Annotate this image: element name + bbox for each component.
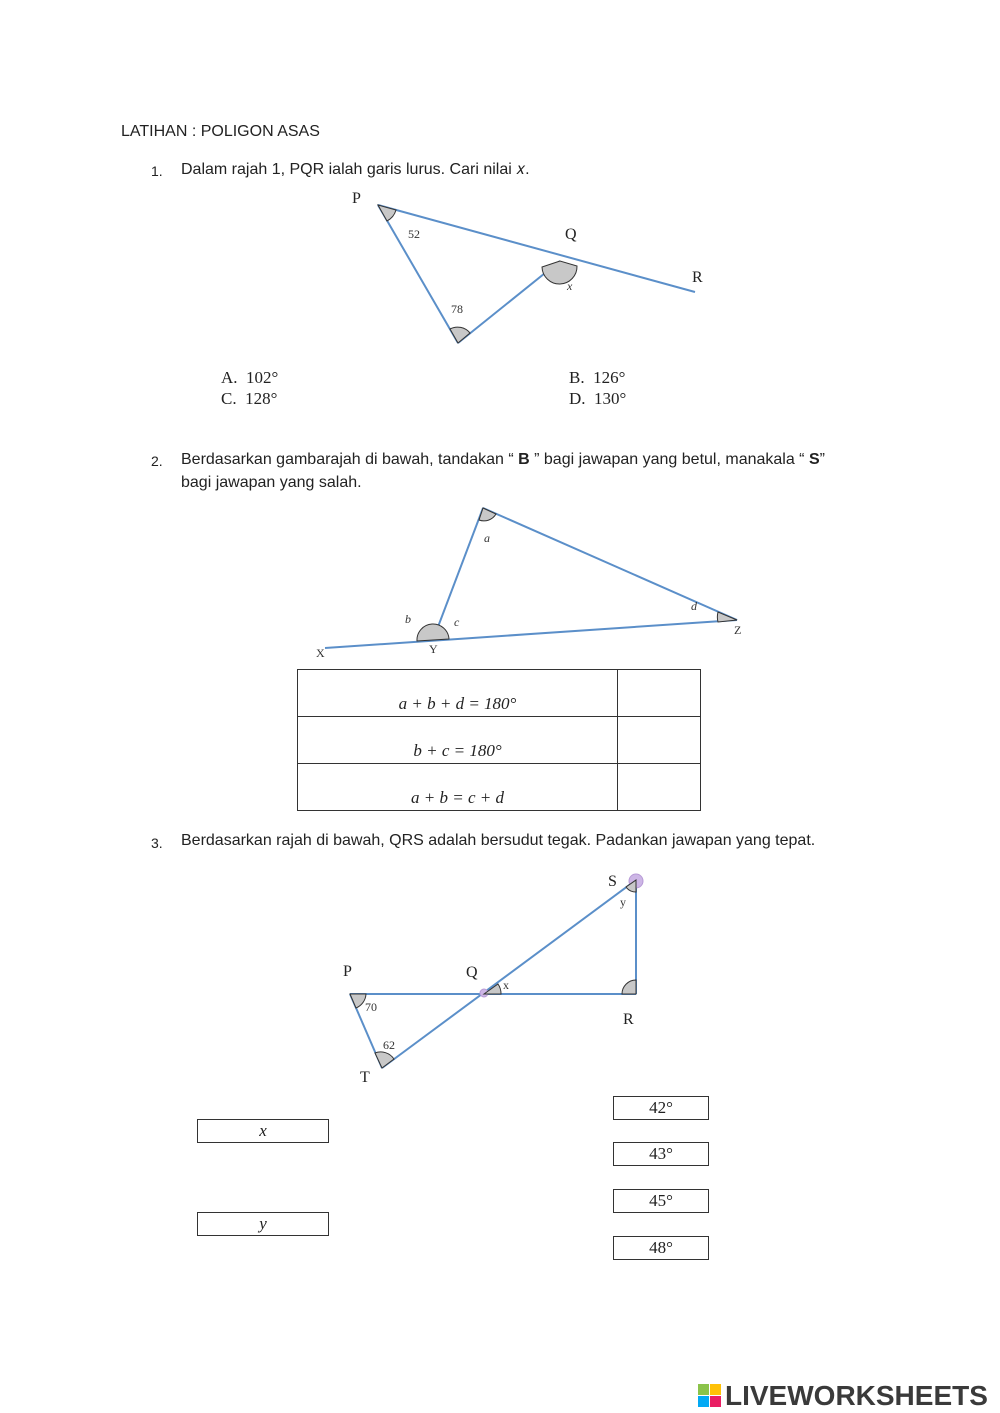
q3-angle-x: x	[503, 978, 509, 992]
option-value: 128°	[245, 389, 278, 408]
q3-arc-r	[622, 980, 636, 994]
q2-true-false-table	[297, 669, 701, 811]
q2-b-letter: B	[518, 451, 530, 468]
q2-arc-y	[417, 624, 449, 641]
q2-s-letter: S	[808, 451, 820, 468]
option-value: 130°	[594, 389, 627, 408]
q2-label-b: b	[405, 612, 411, 626]
q2-text-middle: ” bagi jawapan yang betul, manakala “	[529, 451, 809, 468]
option-letter: C.	[221, 389, 237, 408]
worksheet-title: LATIHAN : POLIGON ASAS	[121, 123, 320, 140]
q1-label-q: Q	[565, 226, 577, 243]
statement-text: b + c = 180°	[413, 741, 502, 760]
line-xyz	[325, 620, 737, 648]
q3-diagram	[330, 860, 670, 1090]
q1-option-c[interactable]	[221, 389, 277, 409]
q1-label-p: P	[352, 190, 361, 207]
q1-angle-p: 52	[408, 227, 420, 241]
q2-text	[181, 450, 825, 470]
q3-label-q: Q	[466, 964, 478, 981]
q3-answer-45[interactable]: 45°	[613, 1189, 709, 1213]
q1-option-d[interactable]	[569, 389, 626, 409]
q1-label-r: R	[692, 269, 703, 286]
q1-diagram	[340, 185, 720, 355]
q1-arc-vertex	[450, 327, 470, 343]
q1-angle-vertex: 78	[451, 302, 463, 316]
logo-icon	[697, 1383, 723, 1409]
q2-answer-2[interactable]	[618, 717, 701, 764]
q3-match-y[interactable]: y	[197, 1212, 329, 1236]
q2-label-c: c	[454, 615, 460, 629]
option-value: 102°	[246, 368, 279, 387]
q2-label-x: X	[316, 646, 325, 660]
option-value: 126°	[593, 368, 626, 387]
q2-statement-2	[298, 717, 618, 764]
q3-answer-42[interactable]: 42°	[613, 1096, 709, 1120]
option-letter: B.	[569, 368, 585, 387]
q3-label-p: P	[343, 963, 352, 980]
q3-angle-t: 62	[383, 1038, 395, 1052]
statement-text: a + b = c + d	[411, 788, 504, 807]
q3-match-x[interactable]: x	[197, 1119, 329, 1143]
q3-answer-48[interactable]: 48°	[613, 1236, 709, 1260]
line-top-z	[483, 508, 737, 620]
q1-arc-p	[378, 205, 396, 221]
q2-text-before: Berdasarkan gambarajah di bawah, tandakan “	[181, 451, 519, 468]
q2-label-a: a	[484, 531, 490, 545]
q1-text: Dalam rajah 1, PQR ialah garis lurus. Cari nilai 𝑥.	[181, 161, 530, 178]
q2-label-y: Y	[429, 642, 438, 656]
q1-angle-x: x	[567, 279, 573, 293]
q2-statement-3	[298, 764, 618, 811]
q2-label-z: Z	[734, 623, 742, 637]
q3-answer-43[interactable]: 43°	[613, 1142, 709, 1166]
line-st	[382, 880, 636, 1068]
statement-text: a + b + d = 180°	[398, 694, 517, 713]
q2-text-line2: bagi jawapan yang salah.	[181, 474, 362, 491]
q3-label-t: T	[360, 1069, 370, 1086]
q2-text-after: ”	[819, 451, 825, 468]
table-row	[298, 764, 701, 811]
q3-angle-p: 70	[365, 1000, 377, 1014]
q2-diagram	[300, 500, 760, 665]
q3-label-s: S	[608, 873, 617, 890]
q1-number: 1.	[151, 163, 163, 179]
q2-label-d: d	[691, 599, 697, 613]
q3-label-r: R	[623, 1011, 634, 1028]
q1-option-a[interactable]	[221, 368, 278, 388]
q3-arc-t	[375, 1052, 394, 1068]
table-row	[298, 717, 701, 764]
q3-angle-y: y	[620, 895, 626, 909]
q3-number: 3.	[151, 835, 163, 851]
option-letter: D.	[569, 389, 586, 408]
option-letter: A.	[221, 368, 238, 387]
q1-option-b[interactable]	[569, 368, 625, 388]
q2-answer-3[interactable]	[618, 764, 701, 811]
line-pv	[378, 205, 458, 343]
q2-arc-d	[717, 612, 737, 622]
q2-statement-1	[298, 670, 618, 717]
table-row	[298, 670, 701, 717]
q2-number: 2.	[151, 453, 163, 469]
logo-text: LIVEWORKSHEETS	[725, 1380, 988, 1411]
q2-answer-1[interactable]	[618, 670, 701, 717]
q3-text: Berdasarkan rajah di bawah, QRS adalah bersudut tegak. Padankan jawapan yang tepat.	[181, 832, 816, 849]
liveworksheets-logo	[697, 1380, 988, 1412]
